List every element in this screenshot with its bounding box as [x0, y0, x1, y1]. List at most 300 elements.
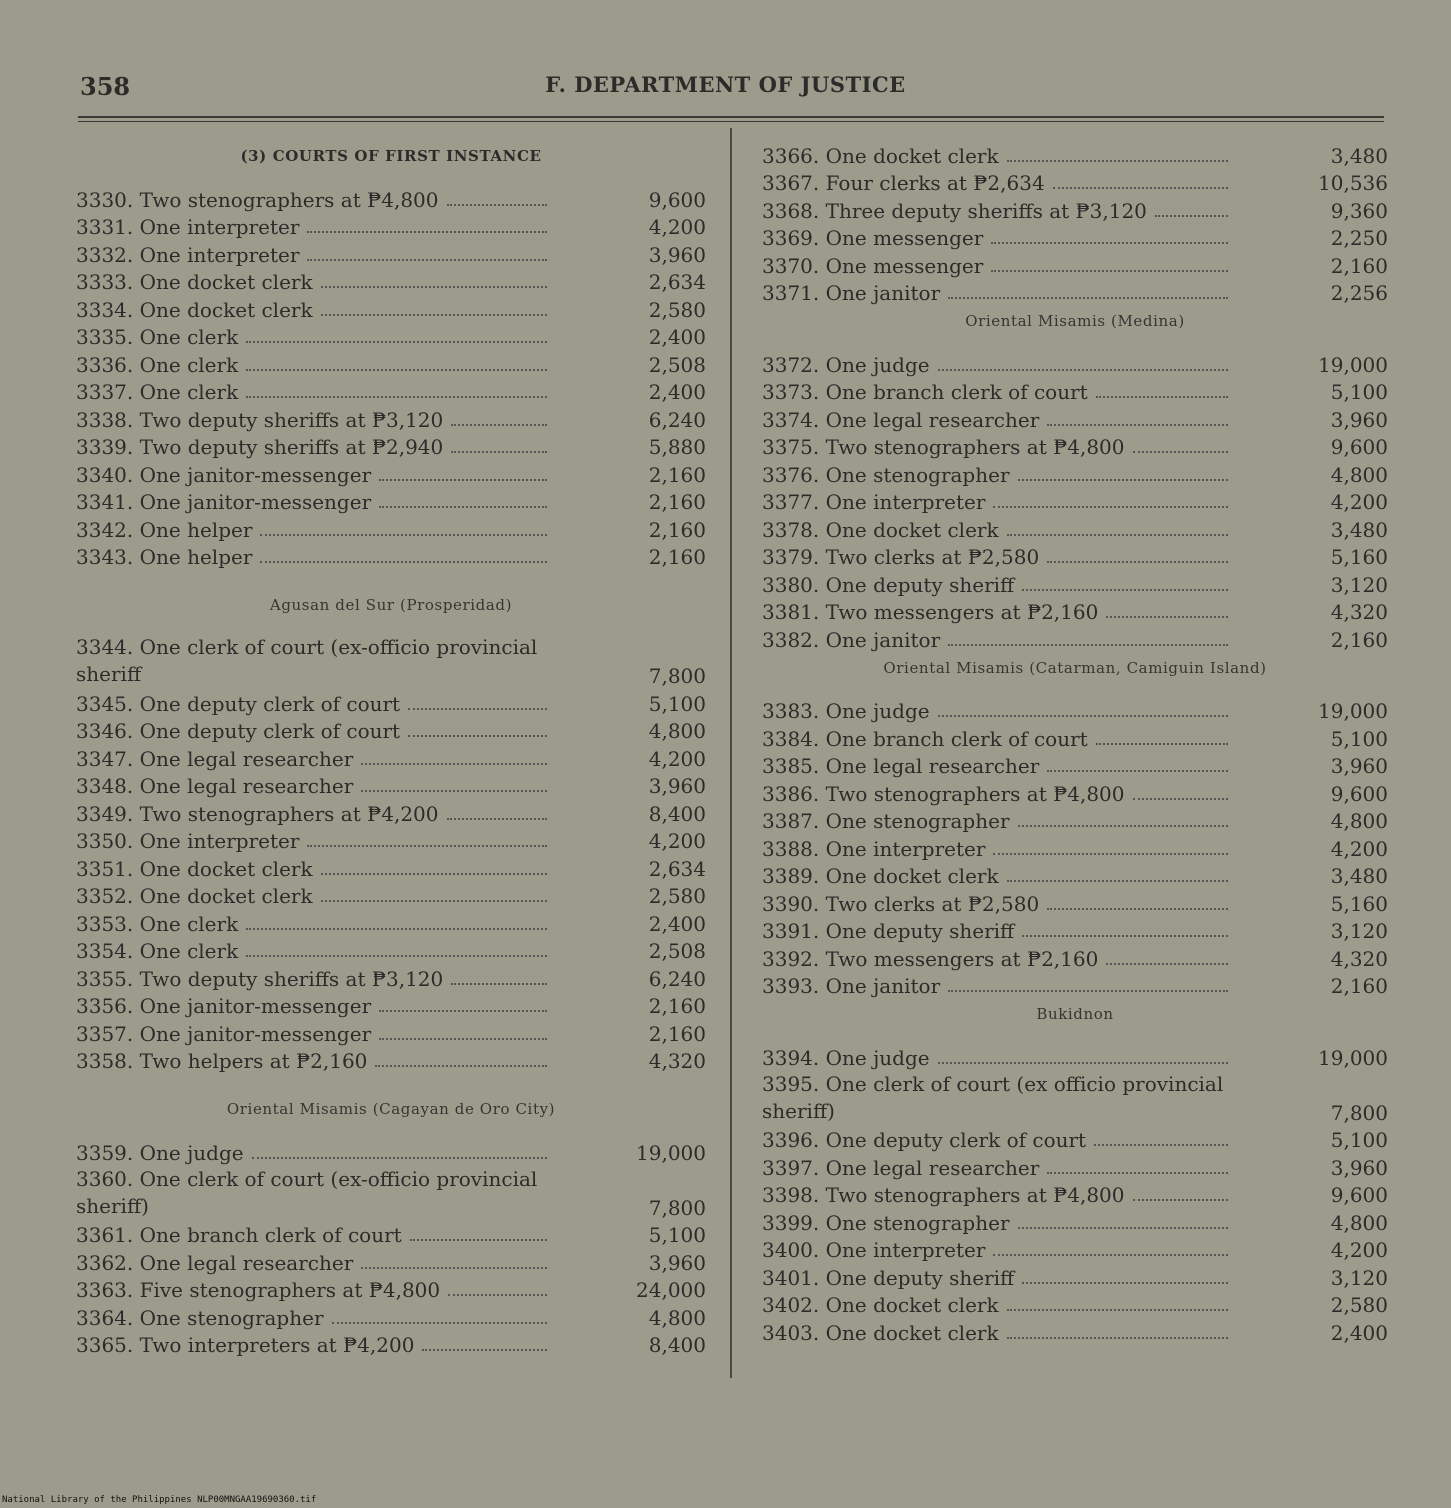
item-amount: 2,160	[1330, 974, 1388, 998]
dot-leader	[321, 286, 547, 288]
ledger-row	[76, 908, 706, 936]
item-label: 3375. Two stenographers at ₱4,800	[762, 435, 1125, 459]
ledger-row	[762, 888, 1388, 916]
item-label: 3401. One deputy sheriff	[762, 1265, 1015, 1290]
item-amount: 4,320	[1330, 600, 1388, 624]
item-amount: 4,800	[1330, 809, 1388, 833]
item-label: 3403. One docket clerk	[762, 1320, 999, 1345]
dot-leader	[246, 928, 547, 930]
item-amount: 2,580	[1330, 1293, 1388, 1317]
ledger-row	[76, 716, 706, 744]
item-amount: 3,120	[1330, 1265, 1388, 1290]
dot-leader	[1133, 1199, 1229, 1201]
dot-leader	[307, 259, 547, 261]
item-label: 3357. One janitor-messenger	[76, 1021, 372, 1046]
scan-footer: National Library of the Philippines NLP00MNGAA19690360.tif	[2, 1495, 317, 1505]
item-amount: 3,960	[648, 774, 706, 798]
ledger-row	[762, 223, 1388, 251]
ledger-row	[76, 853, 706, 881]
item-label: 3366. One docket clerk	[762, 143, 999, 168]
item-amount: 5,160	[1330, 891, 1388, 916]
item-label: 3338. Two deputy sheriffs at ₱3,120	[76, 407, 444, 432]
item-label: 3334. One docket clerk	[76, 297, 313, 322]
dot-leader	[252, 1157, 547, 1159]
left-column	[76, 140, 706, 1357]
item-amount: 4,800	[648, 1305, 706, 1330]
item-label: 3402. One docket clerk	[762, 1293, 999, 1317]
ledger-row	[762, 1235, 1388, 1263]
dot-leader	[993, 506, 1228, 508]
item-label: 3370. One messenger	[762, 253, 984, 278]
item-amount: 5,100	[1330, 1128, 1388, 1152]
item-label: 3386. Two stenographers at ₱4,800	[762, 781, 1125, 806]
ledger-row	[762, 696, 1388, 724]
item-amount: 7,800	[648, 1195, 706, 1220]
left-list-a	[76, 184, 706, 569]
item-label: 3367. Four clerks at ₱2,634	[762, 171, 1045, 195]
heading-agusan: Agusan del Sur (Prosperidad)	[269, 596, 513, 614]
ledger-row	[76, 542, 706, 570]
dot-leader	[948, 644, 1228, 646]
item-amount: 19,000	[1318, 699, 1388, 723]
item-label: 3347. One legal researcher	[76, 746, 354, 771]
item-label: 3372. One judge	[762, 352, 930, 377]
ledger-row	[762, 459, 1388, 487]
ledger-row	[76, 798, 706, 826]
ledger-row	[76, 1018, 706, 1046]
dot-leader	[1018, 479, 1228, 481]
right-list-d	[762, 1042, 1388, 1345]
item-label: 3396. One deputy clerk of court	[762, 1128, 1087, 1152]
ledger-row	[76, 267, 706, 295]
item-amount: 4,800	[648, 719, 706, 743]
item-amount: 2,160	[1330, 253, 1388, 278]
ledger-row	[76, 743, 706, 771]
item-amount: 3,960	[648, 242, 706, 267]
item-amount: 2,580	[648, 884, 706, 908]
item-amount: 6,240	[648, 966, 706, 991]
item-amount: 2,160	[648, 490, 706, 514]
item-amount: 2,634	[648, 856, 706, 881]
item-label: 3387. One stenographer	[762, 809, 1010, 833]
ledger-row	[762, 1042, 1388, 1070]
dot-leader	[408, 708, 547, 710]
dot-leader	[451, 424, 547, 426]
item-amount: 5,100	[648, 691, 706, 716]
ledger-row	[76, 771, 706, 799]
dot-leader	[1047, 561, 1228, 563]
dot-leader	[1047, 1172, 1228, 1174]
item-amount: 7,800	[648, 664, 706, 688]
item-label: 3400. One interpreter	[762, 1238, 986, 1262]
dot-leader	[1047, 908, 1228, 910]
dot-leader	[332, 1322, 547, 1324]
ledger-row	[76, 1220, 706, 1248]
item-label: 3343. One helper	[76, 545, 253, 569]
ledger-row	[76, 881, 706, 909]
ledger-row	[762, 1262, 1388, 1290]
item-label: 3359. One judge	[76, 1140, 244, 1165]
dot-leader	[1007, 1309, 1228, 1311]
item-label: 3361. One branch clerk of court	[76, 1223, 402, 1247]
ledger-row	[76, 377, 706, 405]
ledger-row	[76, 1165, 706, 1220]
heading-cagayan: Oriental Misamis (Cagayan de Oro City)	[226, 1100, 556, 1118]
item-amount: 3,480	[1330, 864, 1388, 888]
ledger-row	[762, 1180, 1388, 1208]
ledger-row	[762, 597, 1388, 625]
header-rule	[78, 116, 1384, 118]
ledger-row	[762, 751, 1388, 779]
ledger-row	[762, 349, 1388, 377]
item-label: 3341. One janitor-messenger	[76, 490, 372, 514]
item-label: 3358. Two helpers at ₱2,160	[76, 1049, 368, 1073]
ledger-row	[76, 826, 706, 854]
ledger-row	[762, 404, 1388, 432]
item-amount: 5,100	[1330, 380, 1388, 404]
item-amount: 3,120	[1330, 919, 1388, 943]
item-amount: 5,100	[1330, 726, 1388, 751]
item-label: 3371. One janitor	[762, 281, 941, 305]
dot-leader	[991, 242, 1228, 244]
item-label: 3354. One clerk	[76, 939, 239, 963]
dot-leader	[1155, 215, 1228, 217]
item-amount: 2,400	[648, 325, 706, 349]
item-label: 3391. One deputy sheriff	[762, 919, 1015, 943]
item-label: 3344. One clerk of court (ex-officio provincial sheriff	[76, 635, 538, 686]
dot-leader	[410, 1239, 547, 1241]
item-amount: 4,200	[648, 215, 706, 239]
ledger-row	[762, 1125, 1388, 1153]
ledger-row	[762, 806, 1388, 834]
item-label: 3353. One clerk	[76, 911, 239, 936]
dot-leader	[993, 853, 1228, 855]
item-label: 3360. One clerk of court (ex-officio provincial sheriff)	[76, 1166, 538, 1218]
item-label: 3355. Two deputy sheriffs at ₱3,120	[76, 966, 444, 991]
item-label: 3395. One clerk of court (ex officio provincial sheriff)	[762, 1071, 1224, 1123]
dot-leader	[1106, 963, 1228, 965]
ledger-row	[762, 624, 1388, 652]
item-label: 3390. Two clerks at ₱2,580	[762, 891, 1040, 916]
item-label: 3382. One janitor	[762, 627, 941, 652]
item-amount: 3,480	[1330, 143, 1388, 168]
item-amount: 9,600	[1330, 435, 1388, 459]
dot-leader	[991, 270, 1228, 272]
item-amount: 8,400	[648, 801, 706, 826]
dot-leader	[1022, 1282, 1228, 1284]
ledger-row	[762, 916, 1388, 944]
dot-leader	[321, 314, 547, 316]
dot-leader	[948, 297, 1228, 299]
item-amount: 3,480	[1330, 517, 1388, 542]
ledger-row	[762, 833, 1388, 861]
item-amount: 2,160	[1330, 627, 1388, 652]
item-label: 3383. One judge	[762, 699, 930, 723]
item-label: 3377. One interpreter	[762, 490, 986, 514]
ledger-row	[762, 569, 1388, 597]
right-list-a	[762, 140, 1388, 305]
dot-leader	[993, 1254, 1228, 1256]
dot-leader	[1047, 770, 1228, 772]
ledger-row	[762, 278, 1388, 306]
item-label: 3398. Two stenographers at ₱4,800	[762, 1183, 1125, 1207]
item-label: 3336. One clerk	[76, 352, 239, 377]
item-label: 3368. Three deputy sheriffs at ₱3,120	[762, 198, 1147, 223]
ledger-row	[762, 432, 1388, 460]
item-amount: 7,800	[1330, 1100, 1388, 1125]
item-amount: 2,160	[648, 994, 706, 1018]
dot-leader	[1018, 1227, 1228, 1229]
item-label: 3394. One judge	[762, 1045, 930, 1070]
column-divider	[730, 128, 732, 1378]
item-amount: 4,800	[1330, 462, 1388, 487]
ledger-row	[762, 1207, 1388, 1235]
ledger-row	[76, 239, 706, 267]
dot-leader	[307, 845, 547, 847]
item-amount: 3,960	[648, 1250, 706, 1275]
item-amount: 2,256	[1330, 281, 1388, 305]
ledger-row	[76, 184, 706, 212]
item-label: 3332. One interpreter	[76, 242, 300, 267]
item-label: 3393. One janitor	[762, 974, 941, 998]
dot-leader	[246, 955, 547, 957]
item-amount: 24,000	[636, 1278, 706, 1302]
item-label: 3384. One branch clerk of court	[762, 726, 1088, 751]
item-label: 3348. One legal researcher	[76, 774, 354, 798]
ledger-row	[762, 943, 1388, 971]
item-label: 3392. Two messengers at ₱2,160	[762, 946, 1099, 971]
item-label: 3335. One clerk	[76, 325, 239, 349]
ledger-row	[762, 723, 1388, 751]
item-label: 3388. One interpreter	[762, 836, 986, 861]
dot-leader	[938, 1062, 1228, 1064]
page-number: 358	[80, 72, 131, 101]
page-title: F. DEPARTMENT OF JUSTICE	[545, 72, 906, 97]
item-label: 3374. One legal researcher	[762, 407, 1040, 432]
ledger-row	[76, 1046, 706, 1074]
dot-leader	[948, 990, 1228, 992]
item-label: 3365. Two interpreters at ₱4,200	[76, 1333, 415, 1357]
dot-leader	[408, 735, 547, 737]
ledger-row	[762, 542, 1388, 570]
item-label: 3340. One janitor-messenger	[76, 462, 372, 487]
dot-leader	[938, 715, 1228, 717]
item-label: 3397. One legal researcher	[762, 1155, 1040, 1180]
item-amount: 19,000	[1318, 1045, 1388, 1070]
right-list-c	[762, 696, 1388, 999]
dot-leader	[1106, 616, 1228, 618]
item-label: 3379. Two clerks at ₱2,580	[762, 545, 1040, 569]
item-label: 3330. Two stenographers at ₱4,800	[76, 187, 439, 212]
item-label: 3362. One legal researcher	[76, 1250, 354, 1275]
item-amount: 5,100	[648, 1223, 706, 1247]
item-amount: 2,634	[648, 270, 706, 294]
dot-leader	[379, 1010, 547, 1012]
dot-leader	[1133, 798, 1229, 800]
item-label: 3385. One legal researcher	[762, 754, 1040, 778]
ledger-row	[76, 487, 706, 515]
dot-leader	[1096, 743, 1228, 745]
left-list-b	[76, 633, 706, 1073]
item-label: 3369. One messenger	[762, 226, 984, 250]
item-amount: 2,160	[648, 1021, 706, 1046]
item-amount: 6,240	[648, 407, 706, 432]
ledger-row	[762, 971, 1388, 999]
item-label: 3399. One stenographer	[762, 1210, 1010, 1235]
ledger-row	[76, 633, 706, 688]
dot-leader	[1133, 451, 1229, 453]
dot-leader	[938, 369, 1228, 371]
ledger-row	[762, 168, 1388, 196]
ledger-row	[76, 963, 706, 991]
dot-leader	[379, 1038, 547, 1040]
ledger-row	[76, 1302, 706, 1330]
item-amount: 2,400	[648, 911, 706, 936]
item-amount: 4,200	[648, 829, 706, 853]
item-label: 3331. One interpreter	[76, 215, 300, 239]
item-amount: 2,160	[648, 545, 706, 569]
ledger-row	[762, 514, 1388, 542]
item-amount: 2,400	[648, 380, 706, 404]
item-amount: 9,600	[1330, 1183, 1388, 1207]
dot-leader	[451, 983, 547, 985]
ledger-row	[76, 688, 706, 716]
ledger-row	[76, 212, 706, 240]
ledger-row	[76, 514, 706, 542]
item-label: 3346. One deputy clerk of court	[76, 719, 401, 743]
item-amount: 3,120	[1330, 572, 1388, 597]
dot-leader	[260, 534, 547, 536]
item-label: 3349. Two stenographers at ₱4,200	[76, 801, 439, 826]
left-list-c	[76, 1137, 706, 1357]
item-label: 3378. One docket clerk	[762, 517, 999, 542]
dot-leader	[1007, 880, 1228, 882]
item-amount: 2,250	[1330, 226, 1388, 250]
ledger-row	[76, 404, 706, 432]
item-amount: 4,320	[1330, 946, 1388, 971]
dot-leader	[246, 396, 547, 398]
right-column	[762, 140, 1388, 1345]
ledger-row	[762, 1070, 1388, 1125]
dot-leader	[361, 763, 547, 765]
item-label: 3363. Five stenographers at ₱4,800	[76, 1278, 441, 1302]
dot-leader	[447, 818, 548, 820]
ledger-row	[762, 1290, 1388, 1318]
dot-leader	[246, 369, 547, 371]
dot-leader	[379, 506, 547, 508]
dot-leader	[422, 1349, 547, 1351]
ledger-row	[762, 250, 1388, 278]
item-label: 3364. One stenographer	[76, 1305, 324, 1330]
dot-leader	[246, 341, 547, 343]
item-amount: 19,000	[636, 1140, 706, 1165]
item-amount: 2,580	[648, 297, 706, 322]
item-label: 3380. One deputy sheriff	[762, 572, 1015, 597]
ledger-row	[76, 349, 706, 377]
heading-medina: Oriental Misamis (Medina)	[965, 312, 1185, 330]
ledger-row	[762, 195, 1388, 223]
ledger-row	[762, 140, 1388, 168]
ledger-row	[76, 459, 706, 487]
right-list-b	[762, 349, 1388, 652]
ledger-row	[76, 432, 706, 460]
dot-leader	[1007, 160, 1228, 162]
ledger-row	[76, 1275, 706, 1303]
heading-catarman: Oriental Misamis (Catarman, Camiguin Island)	[883, 658, 1267, 677]
dot-leader	[447, 204, 548, 206]
dot-leader	[361, 1267, 547, 1269]
dot-leader	[1053, 187, 1228, 189]
item-label: 3333. One docket clerk	[76, 270, 313, 294]
item-amount: 4,320	[648, 1049, 706, 1073]
item-amount: 3,960	[1330, 1155, 1388, 1180]
item-amount: 3,960	[1330, 754, 1388, 778]
dot-leader	[1007, 534, 1228, 536]
dot-leader	[321, 900, 547, 902]
item-label: 3352. One docket clerk	[76, 884, 313, 908]
dot-leader	[1018, 825, 1228, 827]
ledger-row	[762, 487, 1388, 515]
dot-leader	[1094, 1144, 1228, 1146]
item-amount: 4,800	[1330, 1210, 1388, 1235]
ledger-row	[76, 936, 706, 964]
item-amount: 19,000	[1318, 352, 1388, 377]
ledger-row	[762, 377, 1388, 405]
item-amount: 4,200	[1330, 836, 1388, 861]
ledger-row	[762, 861, 1388, 889]
dot-leader	[1022, 935, 1228, 937]
item-label: 3389. One docket clerk	[762, 864, 999, 888]
item-amount: 2,508	[648, 352, 706, 377]
ledger-row	[762, 1152, 1388, 1180]
item-amount: 5,880	[648, 435, 706, 459]
dot-leader	[260, 561, 547, 563]
item-label: 3373. One branch clerk of court	[762, 380, 1088, 404]
item-amount: 2,400	[1330, 1320, 1388, 1345]
item-amount: 2,508	[648, 939, 706, 963]
item-amount: 2,160	[648, 462, 706, 487]
ledger-row	[76, 991, 706, 1019]
dot-leader	[1022, 589, 1228, 591]
ledger-row	[76, 1330, 706, 1358]
item-label: 3345. One deputy clerk of court	[76, 691, 401, 716]
item-label: 3381. Two messengers at ₱2,160	[762, 600, 1099, 624]
item-label: 3342. One helper	[76, 517, 253, 542]
ledger-row	[76, 1247, 706, 1275]
item-amount: 10,536	[1318, 171, 1388, 195]
item-amount: 4,200	[1330, 1238, 1388, 1262]
dot-leader	[361, 790, 547, 792]
item-amount: 4,200	[648, 746, 706, 771]
dot-leader	[1096, 396, 1228, 398]
dot-leader	[1047, 424, 1228, 426]
item-label: 3339. Two deputy sheriffs at ₱2,940	[76, 435, 444, 459]
dot-leader	[321, 873, 547, 875]
item-label: 3356. One janitor-messenger	[76, 994, 372, 1018]
dot-leader	[1007, 1337, 1228, 1339]
item-amount: 9,600	[1330, 781, 1388, 806]
heading-bukidnon: Bukidnon	[1036, 1005, 1114, 1023]
dot-leader	[375, 1065, 547, 1067]
item-amount: 8,400	[648, 1333, 706, 1357]
item-amount: 2,160	[648, 517, 706, 542]
item-amount: 9,360	[1330, 198, 1388, 223]
dot-leader	[307, 231, 547, 233]
item-label: 3376. One stenographer	[762, 462, 1010, 487]
dot-leader	[379, 479, 547, 481]
header-rule-thin	[78, 121, 1384, 122]
ledger-row	[762, 778, 1388, 806]
